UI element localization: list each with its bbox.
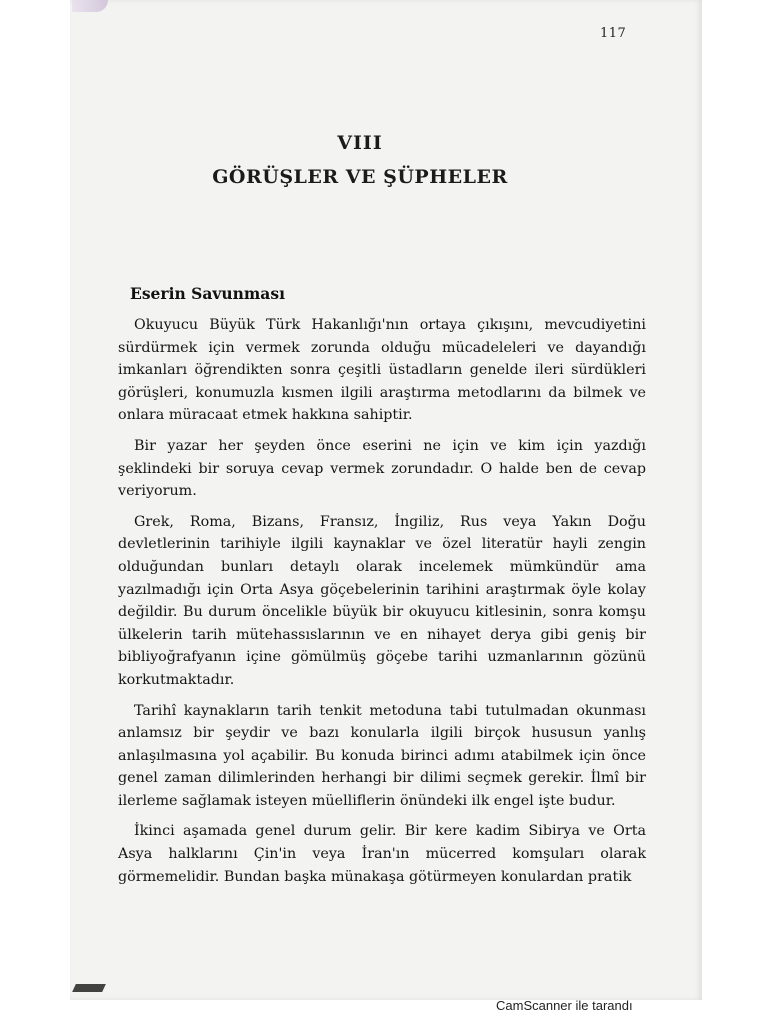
chapter-title: GÖRÜŞLER VE ŞÜPHELER	[212, 166, 508, 188]
chapter-number: VIII	[337, 132, 383, 154]
paragraph-4: Tarihî kaynakların tarih tenkit metoduna tabi tutulmadan okunması anlamsız bir şeydir ve bazı konularla ilgili birçok hususun yanlış anlaşılmasına yol açabilir. Bu konuda birinci adımı atabilmek için önce genel zaman dilimlerinden herhangi bir dilimi seçmek gerekir. İlmî bir ilerleme sağlamak isteyen müelliflerin önündeki ilk engel işte budur.	[118, 702, 646, 809]
paragraph-3: Grek, Roma, Bizans, Fransız, İngiliz, Rus veya Yakın Doğu devletlerinin tarihiyle ilgili kaynaklar ve özel literatür hayli zengin olduğundan bunları detaylı olarak incelemek mümkündür ama yazılmadığı için Orta Asya göçebelerinin tarihini araştırmak öyle kolay değildir. Bu durum öncelikle büyük bir okuyucu kitlesinin, sonra komşu ülkelerin tarih mütehassıslarının ve en nihayet derya gibi geniş bir bibliyoğrafyanın içine gömülmüş göçebe tarihi uzmanlarının gözünü korkutmaktadır.	[118, 513, 646, 688]
paragraph-2: Bir yazar her şeyden önce eserini ne için ve kim için yazdığı şeklindeki bir soruya cevap vermek zorundadır. O halde ben de cevap veriyorum.	[118, 437, 646, 500]
scanner-watermark: CamScanner ile tarandı	[496, 998, 633, 1013]
paragraph-5: İkinci aşamada genel durum gelir. Bir kere kadim Sibirya ve Orta Asya halklarını Çin'in veya İran'ın mücerred komşuları olarak görmemelidir. Bundan başka münakaşa götürmeyen konulardan pratik	[118, 823, 646, 885]
page-number: 117	[600, 26, 627, 41]
chapter-heading	[110, 132, 610, 188]
page-edge-mark	[72, 984, 106, 992]
section-title: Eserin Savunması	[130, 284, 285, 303]
paragraph-1: Okuyucu Büyük Türk Hakanlığı'nın ortaya çıkışını, mevcudiyetini sürdürmek için vermek zorunda olduğu mücadeleleri ve dayandığı imkanları öğrendikten sonra çeşitli üstadların genelde ileri sürdükleri görüşleri, konumuzla kısmen ilgili araştırma metodlarını da bilmek ve onlara müracaat etmek hakkına sahiptir.	[118, 317, 646, 424]
body-text	[118, 314, 646, 896]
